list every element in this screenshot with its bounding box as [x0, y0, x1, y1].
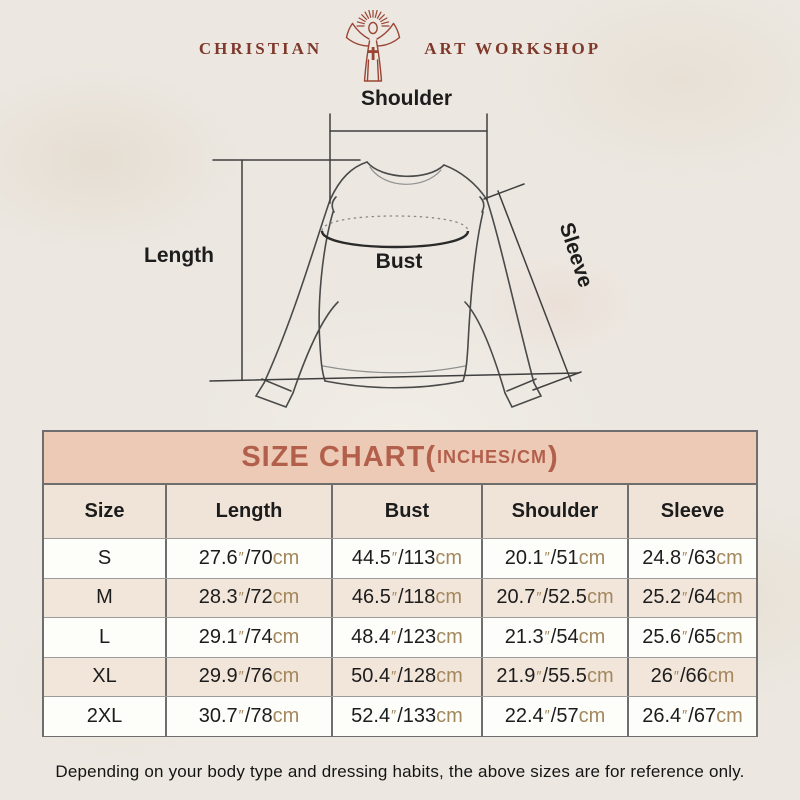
inches-value: 26	[650, 665, 673, 688]
cm-value: 52.5	[548, 586, 587, 609]
slash: /	[688, 704, 694, 727]
inches-value: 50.4	[351, 665, 391, 688]
inches-value: 30.7	[198, 704, 238, 727]
cm-unit: cm	[716, 586, 743, 609]
inches-value: 48.4	[351, 625, 391, 648]
cm-unit: cm	[586, 586, 614, 609]
title-paren-close: )	[548, 441, 559, 473]
length-value	[165, 539, 331, 578]
inch-mark: ″	[536, 589, 542, 606]
cm-unit: cm	[436, 704, 463, 727]
slash: /	[688, 586, 694, 609]
inches-value: 21.9	[496, 665, 536, 688]
sleeve-value	[627, 618, 756, 657]
slash: /	[397, 586, 404, 609]
length-value	[165, 618, 331, 657]
slash: /	[397, 665, 403, 688]
length-value	[165, 697, 331, 736]
inch-mark: ″	[673, 668, 679, 685]
cm-unit: cm	[272, 704, 300, 727]
cm-value: 118	[403, 586, 436, 609]
column-header-sleeve: Sleeve	[627, 485, 756, 538]
shoulder-value	[481, 579, 627, 618]
cm-value: 63	[693, 546, 717, 569]
inches-value: 44.5	[351, 546, 391, 569]
inches-value: 26.4	[642, 704, 682, 727]
cm-unit: cm	[272, 665, 300, 688]
size-chart-title: SIZE CHART	[241, 441, 426, 473]
shoulder-value	[481, 697, 627, 736]
sleeve-label: Sleeve	[554, 219, 598, 291]
inch-mark: ″	[682, 708, 688, 725]
inch-mark: ″	[238, 668, 244, 685]
inches-value: 20.1	[504, 546, 544, 569]
inch-mark: ″	[544, 708, 550, 725]
cm-value: 128	[402, 665, 437, 688]
table-row	[44, 657, 756, 697]
reference-note: Depending on your body type and dressing habits, the above sizes are for reference only.	[55, 762, 745, 781]
cm-value: 67	[693, 704, 717, 727]
cm-unit: cm	[272, 586, 300, 609]
cm-value: 123	[402, 625, 437, 648]
size-chart-table	[42, 430, 758, 737]
cm-value: 64	[693, 586, 717, 609]
slash: /	[688, 546, 694, 569]
table-row	[44, 617, 756, 657]
shoulder-label: Shoulder	[360, 87, 452, 110]
slash: /	[244, 704, 251, 727]
inches-value: 46.5	[351, 586, 391, 609]
shoulder-value	[481, 539, 627, 578]
brand-name-left: CHRISTIAN	[198, 39, 323, 58]
cm-unit: cm	[716, 546, 743, 569]
slash: /	[679, 665, 686, 688]
cm-unit: cm	[436, 625, 463, 648]
cm-value: 66	[685, 665, 708, 688]
inch-mark: ″	[391, 550, 397, 567]
size-value: XL	[92, 665, 117, 688]
cm-value: 51	[556, 546, 579, 569]
shoulder-value	[481, 658, 627, 697]
slash: /	[397, 625, 403, 648]
slash: /	[244, 546, 251, 569]
inches-value: 27.6	[198, 546, 238, 569]
inches-value: 29.1	[198, 625, 238, 648]
slash: /	[550, 704, 557, 727]
size-value: L	[98, 625, 111, 648]
inches-value: 25.6	[642, 625, 682, 648]
inch-mark: ″	[544, 550, 550, 567]
inches-value: 24.8	[642, 546, 682, 569]
inches-value: 28.3	[198, 586, 238, 609]
inches-value: 22.4	[504, 704, 544, 727]
size-value: 2XL	[86, 704, 123, 727]
sleeve-value	[627, 697, 756, 736]
inch-mark: ″	[238, 629, 244, 646]
inch-mark: ″	[391, 708, 397, 725]
sleeve-value	[627, 539, 756, 578]
slash: /	[244, 586, 251, 609]
cm-unit: cm	[716, 704, 743, 727]
slash: /	[397, 704, 403, 727]
slash: /	[244, 625, 251, 648]
inch-mark: ″	[682, 629, 688, 646]
table-row	[44, 578, 756, 618]
bust-value	[331, 697, 481, 736]
sleeve-value	[627, 579, 756, 618]
inches-value: 25.2	[642, 586, 682, 609]
slash: /	[397, 546, 404, 569]
cm-unit: cm	[578, 625, 606, 648]
inches-value: 20.7	[496, 586, 536, 609]
cm-unit: cm	[435, 546, 463, 569]
cm-value: 113	[403, 546, 436, 569]
slash: /	[542, 586, 548, 609]
brand-name-right: ART WORKSHOP	[424, 39, 602, 58]
cm-unit: cm	[272, 625, 300, 648]
slash: /	[542, 665, 548, 688]
inch-mark: ″	[536, 668, 542, 685]
inch-mark: ″	[391, 589, 397, 606]
cm-value: 74	[250, 625, 273, 648]
cm-value: 72	[250, 586, 273, 609]
bust-value	[331, 579, 481, 618]
cm-unit: cm	[586, 665, 614, 688]
cm-unit: cm	[707, 665, 735, 688]
cm-unit: cm	[578, 704, 606, 727]
slash: /	[244, 665, 251, 688]
cm-unit: cm	[272, 546, 300, 569]
cm-unit: cm	[436, 665, 463, 688]
cm-unit: cm	[435, 586, 463, 609]
bust-value	[331, 658, 481, 697]
cm-value: 133	[402, 704, 437, 727]
inch-mark: ″	[238, 550, 244, 567]
title-paren-open: (	[425, 441, 436, 473]
slash: /	[550, 546, 557, 569]
size-value: S	[97, 546, 112, 569]
inch-mark: ″	[238, 589, 244, 606]
length-label: Length	[144, 244, 214, 267]
inch-mark: ″	[238, 708, 244, 725]
size-value: M	[96, 586, 113, 609]
inch-mark: ″	[391, 668, 397, 685]
cm-value: 54	[556, 625, 579, 648]
cm-unit: cm	[578, 546, 606, 569]
inch-mark: ″	[544, 629, 550, 646]
table-row	[44, 538, 756, 578]
column-header-shoulder: Shoulder	[481, 485, 627, 538]
bust-value	[331, 539, 481, 578]
length-value	[165, 658, 331, 697]
column-header-size: Size	[84, 500, 125, 522]
inch-mark: ″	[391, 629, 397, 646]
cm-value: 78	[250, 704, 273, 727]
slash: /	[688, 625, 694, 648]
inches-value: 52.4	[351, 704, 391, 727]
cm-value: 57	[556, 704, 579, 727]
table-header-row	[44, 485, 756, 538]
sleeve-value	[627, 658, 756, 697]
table-row	[44, 696, 756, 736]
inch-mark: ″	[682, 550, 688, 567]
bust-value	[331, 618, 481, 657]
length-value	[165, 579, 331, 618]
column-header-length: Length	[165, 485, 331, 538]
size-chart-title-units: INCHES/CM	[436, 447, 547, 467]
inch-mark: ″	[682, 589, 688, 606]
shoulder-value	[481, 618, 627, 657]
cm-value: 76	[250, 665, 273, 688]
cm-value: 55.5	[548, 665, 587, 688]
bust-label: Bust	[375, 250, 423, 273]
column-header-bust: Bust	[331, 485, 481, 538]
inches-value: 21.3	[504, 625, 544, 648]
size-chart-title-bar	[44, 432, 756, 485]
cm-value: 70	[250, 546, 273, 569]
cm-value: 65	[693, 625, 717, 648]
cm-unit: cm	[716, 625, 743, 648]
inches-value: 29.9	[198, 665, 238, 688]
slash: /	[550, 625, 557, 648]
